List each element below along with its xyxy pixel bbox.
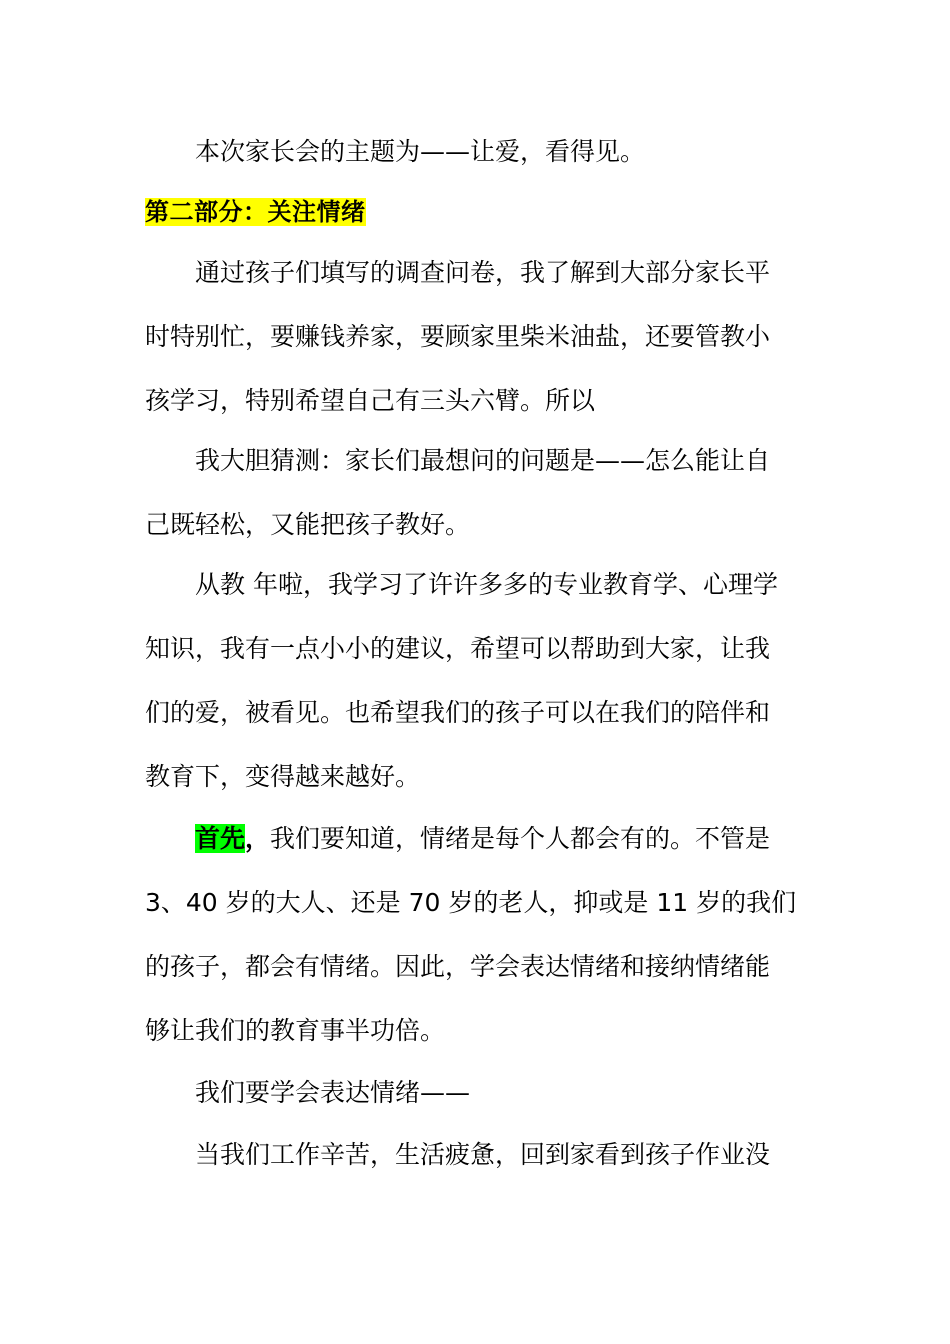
theme-line: 本次家长会的主题为——让爱，看得见。 xyxy=(195,137,646,166)
paragraph-line: 时特别忙，要赚钱养家，要顾家里柴米油盐，还要管教小 xyxy=(145,322,771,351)
paragraph-line: 当我们工作辛苦，生活疲惫，回到家看到孩子作业没 xyxy=(195,1140,771,1169)
paragraph-line: 3、40 岁的大人、还是 70 岁的老人，抑或是 11 岁的我们 xyxy=(145,888,797,917)
paragraph-line: 己既轻松，又能把孩子教好。 xyxy=(145,510,471,539)
paragraph-line: 的孩子，都会有情绪。因此，学会表达情绪和接纳情绪能 xyxy=(145,952,771,981)
paragraph-line-rest: 我们要知道，情绪是每个人都会有的。不管是 xyxy=(270,824,771,853)
paragraph-line: 通过孩子们填写的调查问卷，我了解到大部分家长平 xyxy=(195,258,771,287)
paragraph-line: 够让我们的教育事半功倍。 xyxy=(145,1016,446,1045)
lead-word: 首先 xyxy=(195,824,246,853)
paragraph-line: 我们要学会表达情绪—— xyxy=(195,1078,471,1107)
paragraph-line: 们的爱，被看见。也希望我们的孩子可以在我们的陪伴和 xyxy=(145,698,771,727)
section-heading-text: 第二部分：关注情绪 xyxy=(145,198,366,226)
lead-punct: ， xyxy=(245,824,271,853)
paragraph-line: 教育下，变得越来越好。 xyxy=(145,762,421,791)
paragraph-line: 从教 年啦，我学习了许许多多的专业教育学、心理学 xyxy=(195,570,778,599)
paragraph-line: 知识，我有一点小小的建议，希望可以帮助到大家，让我 xyxy=(145,634,771,663)
paragraph-line xyxy=(195,822,770,856)
section-heading xyxy=(145,195,366,229)
paragraph-line: 我大胆猜测：家长们最想问的问题是——怎么能让自 xyxy=(195,446,771,475)
paragraph-line: 孩学习，特别希望自己有三头六臂。所以 xyxy=(145,386,596,415)
